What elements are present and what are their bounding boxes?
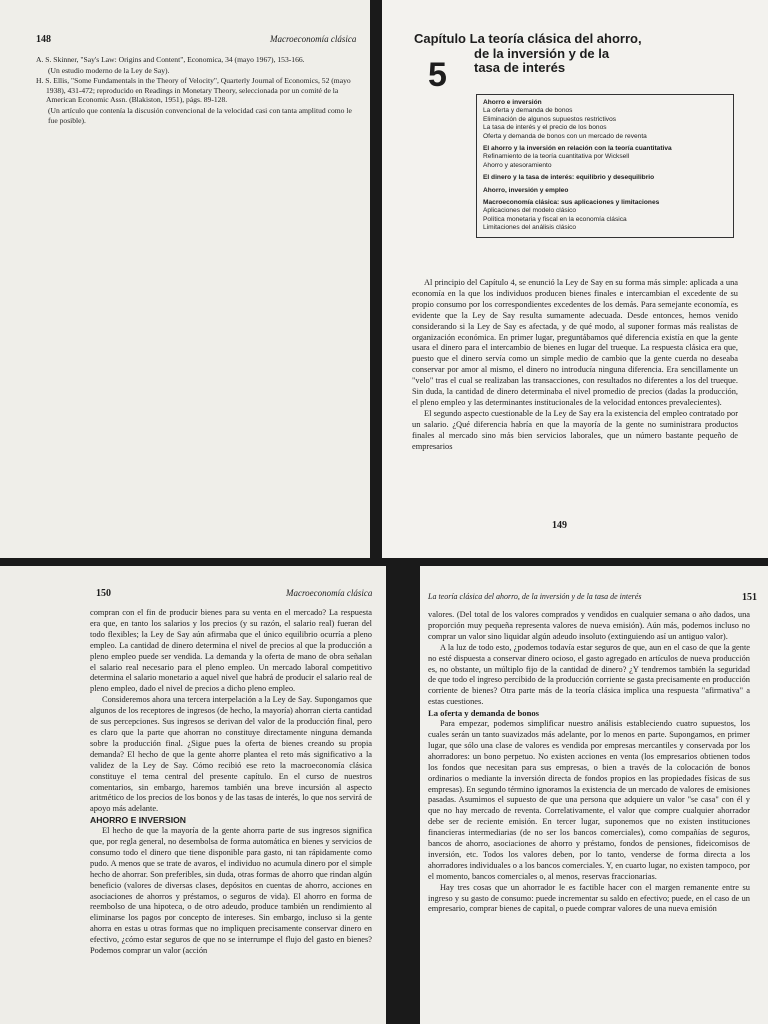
toc-section-title: Macroeconomía clásica: sus aplicaciones y limitaciones — [483, 199, 660, 207]
section-heading: AHORRO E INVERSION — [90, 815, 186, 826]
chapter-label: Capítulo — [414, 31, 466, 46]
paragraph: Para empezar, podemos simplificar nuestro análisis estableciendo cuatro supuestos, los cuales serán un tanto suavizados más adelante, por lo menos en parte. Supongamos, en primer lugar, que sólo una clase de valores es vendida por empresas mercantiles y conservada por los ahorradores: un bono perpetuo. No existen acciones en venta (los empresarios obtienen todos los fondos que necesitan para sus empresas, o bien a través de la colocación de bonos ordinarios o mediante la inversión directa de fondos propios en las propiedades físicas de sus empresas). En segundo término ignoramos la existencia de un mercado de valores de emisiones pasadas. Asumimos el supuesto de que una persona que adquiere un valor "se casa" con él y que no hay mercado de reventa. Correlativamente, el valor que compre cualquier ahorrador debe ser de reciente emisión. En tercer lugar, suponemos que no existen instituciones financieras intermediarias (de no ser los bancos comerciales), como compañías de seguros, bancos de ahorro, asociaciones de ahorro y préstamo, fondos de pensiones, fideicomisos de inversión, etc. Todos los valores deben, por lo tanto, venderse de forma directa a los ahorradores individuales o a los bancos comerciales. Y, en cuarto lugar, no existen tampoco, por el momento, bancos comerciales o, al menos, reservas fraccionarias. — [428, 719, 750, 881]
reference-entry: H. S. Ellis, "Some Fundamentals in the Theory of Velocity", Quarterly Journal of Economics, 52 (mayo 1938), 431-472; reproducido en Readings in Monetary Theory, seleccionada por un comité de la American Economic Assn. (Blakiston, 1951), págs. 89-128. — [36, 76, 351, 105]
title-line-2: de la inversión y de la — [474, 45, 610, 61]
toc-item: Limitaciones del análisis clásico — [483, 224, 577, 232]
toc-item: La tasa de interés y el precio de los bonos — [483, 124, 607, 132]
body-text — [90, 608, 372, 957]
toc-section — [483, 199, 727, 233]
page-150 — [0, 566, 386, 1024]
running-header: Macroeconomía clásica — [286, 588, 373, 598]
toc-section-title: El dinero y la tasa de interés: equilibrio y desequilibrio — [483, 174, 655, 182]
toc-item: Eliminación de algunos supuestos restrictivos — [483, 115, 617, 123]
reference-note: (Un artículo que contenía la discusión convencional de la velocidad casi con tanta amplitud como le fue posible). — [48, 105, 352, 125]
page-151 — [420, 566, 768, 1024]
running-header: La teoría clásica del ahorro, de la inversión y de la tasa de interés — [428, 592, 642, 601]
toc-section-title: Ahorro, inversión y empleo — [483, 186, 569, 194]
paragraph: Consideremos ahora una tercera interpelación a la Ley de Say. Supongamos que algunos de los receptores de ingresos (de hecho, la mayoría) ahorran cierta cantidad de sus percepciones. Sus ingresos se derivan del valor de la producción final, pero es claro que la parte que ahorran no constituye directamente ninguna demanda sobre la producción final. ¿Sigue pues la oferta de bienes creando su propia demanda? El hecho de que la gente ahorre plantea el reto más significativo a la validez de la Ley de Say. Cómo recibió ese reto la macroeconomía clásica constituye el tema central del presente capítulo. En el curso de nuestros comentarios, sin embargo, haremos también una breve incursión al aspecto aritmético de los precios de los bonos y de las tasas de interés, lo que nos servirá de apoyo más adelante. — [90, 695, 372, 814]
title-line-1: La teoría clásica del ahorro, — [469, 31, 642, 46]
toc-item: Ahorro y atesoramiento — [483, 161, 552, 169]
toc-item: Refinamiento de la teoría cuantitativa por Wicksell — [483, 153, 630, 161]
reference-entry: A. S. Skinner, "Say's Law: Origins and Content", Economica, 34 (mayo 1967), 153-166. — [36, 55, 305, 64]
toc-section-title: Ahorro e inversión — [483, 99, 542, 106]
chapter-number: 5 — [428, 56, 447, 94]
paragraph: El segundo aspecto cuestionable de la Ley de Say era la existencia del empleo contratado por un salario. ¿Qué diferencia habría en que la mayoría de la gente no suministrara productos finales al mercado sino más bien servicios laborales, que un número bastante pequeño de empresarios — [412, 408, 738, 451]
page-number: 150 — [96, 588, 111, 599]
paragraph: A la luz de todo esto, ¿podemos todavía estar seguros de que, aun en el caso de que la gente no esté dispuesta a conservar dinero ocioso, el gasto agregado en artículos de nueva producción es, no obstante, un múltiplo fijo de la cantidad de dinero? ¿Y tendremos también la seguridad de que todo el ingreso percibido de la producción corriente se gasta precisamente en producción corriente de bienes? Otra parte más de la teoría clásica implica una respuesta "afirmativa" a estas cuestiones. — [428, 642, 750, 707]
title-line-3: tasa de interés — [474, 60, 566, 75]
page-number: 151 — [742, 592, 757, 603]
toc-item: La oferta y demanda de bonos — [483, 107, 573, 115]
toc-item: Política monetaria y fiscal en la economía clásica — [483, 215, 627, 223]
toc-section — [483, 187, 727, 195]
toc-item: Oferta y demanda de bonos con un mercado de reventa — [483, 132, 647, 140]
paragraph: Al principio del Capítulo 4, se enunció la Ley de Say en su forma más simple: aplicada a una economía en la que los individuos producen bienes finales e intercambian el excedente de su propio consumo por los correspondientes excedentes de los demás. Para semejante economía, es evidente que la Ley de Say resulta sumamente adecuada. Desde entonces, hemos venido considerando si la Ley de Say es afectada, y de qué modo, al suponer formas más realistas de organización económica. En primer lugar, preguntábamos qué diferencia existía en que la gente usara el dinero para el intercambio de bienes en lugar del trueque. La respuesta clásica era que, puesto que el dinero servía como un simple medio de cambio que la gente cuerda no deseaba conservar por amor al mismo, el dinero no introducía ninguna diferencia. Era sencillamente un "velo" tras el cual se realizaban las transacciones, con resultados no diferentes a los del trueque. Sin duda, la cantidad de dinero determinaba el nivel promedio de precios (dadas la producción, el pleno empleo y las determinantes institucionales de la velocidad entonces prevalecientes). — [412, 278, 738, 407]
references — [36, 55, 354, 126]
toc-section — [483, 145, 727, 170]
toc-section — [483, 99, 727, 141]
toc-item: Aplicaciones del modelo clásico — [483, 207, 577, 215]
page-number: 148 — [36, 34, 51, 45]
section-heading: La oferta y demanda de bonos — [428, 708, 540, 719]
toc-section-title: El ahorro y la inversión en relación con la teoría cuantitativa — [483, 145, 672, 153]
paragraph: compran con el fin de producir bienes para su venta en el mercado? La respuesta era que, en tanto los salarios y los precios (y su razón, el salario real) fueran del todo flexibles; la Ley de Say aún afirmaba que el único equilibrio ocurría a pleno empleo. La cantidad de dinero determina el nivel de precios al que la producción a pleno empleo puede ser vendida. La demanda y la oferta de mano de obra señalan el salario real necesario para el pleno empleo. Un mercado laboral competitivo determina el salario monetario a aquel nivel que habrá de producir el salario real de pleno empleo, dado el nivel de precios a dicho pleno empleo. — [90, 608, 372, 694]
body-text — [412, 278, 738, 453]
toc-section — [483, 174, 727, 182]
paragraph: Hay tres cosas que un ahorrador le es factible hacer con el margen remanente entre su ingreso y su gasto de consumo: puede incrementar su saldo en efectivo; puede, en el caso de un empresario, comprar bienes de capital, o puede comprar valores de una nueva emisión — [428, 882, 750, 914]
running-header: Macroeconomía clásica — [270, 34, 357, 44]
reference-note: (Un estudio moderno de la Ley de Say). — [48, 65, 170, 75]
page-number: 149 — [552, 520, 567, 531]
chapter-title — [414, 32, 714, 76]
page-149 — [382, 0, 768, 558]
paragraph: El hecho de que la mayoría de la gente ahorra parte de sus ingresos significa que, por regla general, no desembolsa de forma automática en bienes y servicios de consumo todo el dinero que tiene disponible para gasto, ni tan rápidamente como pudo. A menos que se trate de avaros, el individuo no acumula dinero por el simple hecho de ahorrar. Son preferibles, sin duda, otras formas de ahorro que rindan algún beneficio (valores de diversas clases, depósitos en cuentas de ahorro, acciones en asociaciones de ahorros y préstamos, o seguros de vida). El ahorro en forma de reembolso de una hipoteca, o de otro adeudo, produce también un rendimiento al eliminarse los pagos por concepto de intereses. Sin embargo, incluso si la gente ahorra en estas u otras formas que no impliquen precisamente conservar dinero en efectivo, ¿cómo estar seguros de que no se interrumpe el flujo del gasto en bienes? Podemos comprar un valor (acción — [90, 826, 372, 956]
body-text — [428, 610, 750, 915]
page-148 — [0, 0, 370, 558]
paragraph: valores. (Del total de los valores comprados y vendidos en cualquier semana o año dados, una proporción muy pequeña representa valores de nueva emisión). Aún más, podemos incluso no comprar un valor sino liquidar algún adeudo insoluto (extinguiendo así un antiguo valor). — [428, 610, 750, 641]
chapter-contents-box — [476, 94, 734, 238]
